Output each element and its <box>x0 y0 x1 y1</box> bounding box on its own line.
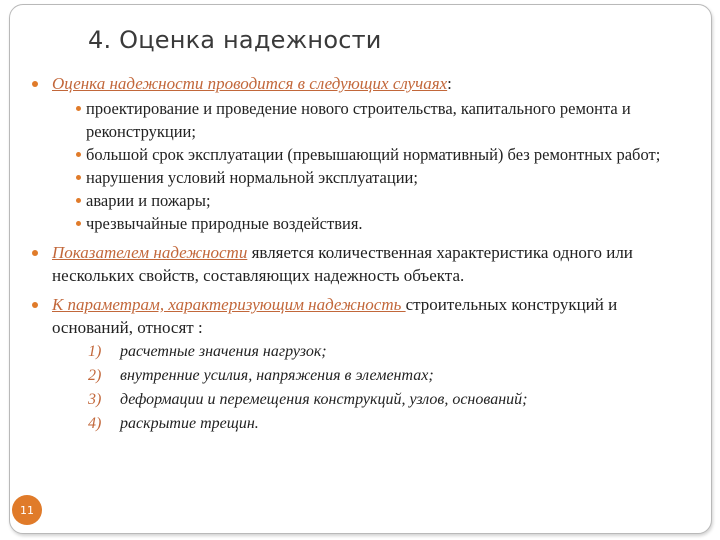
list-item: 3) деформации и перемещения конструкций, узлов, оснований; <box>88 391 528 408</box>
bullet-dot-icon <box>32 302 38 308</box>
bullet-dot-icon <box>76 175 81 180</box>
list-item: проектирование и проведение нового строительства, капитального ремонта и реконструкции; <box>52 97 698 143</box>
page-number-badge: 11 <box>12 495 42 525</box>
numbered-list <box>52 340 698 436</box>
bullet-dot-icon <box>76 152 81 157</box>
bullet-accent: К параметрам, характеризующим надежность <box>52 295 406 314</box>
bullet-indicator <box>30 241 698 287</box>
bullet-dot-icon <box>32 81 38 87</box>
list-item: 4) раскрытие трещин. <box>88 415 259 432</box>
bullet-cases <box>30 72 698 235</box>
list-item: большой срок эксплуатации (превышающий нормативный) без ремонтных работ; <box>52 143 698 166</box>
bullet-dot-icon <box>32 250 38 256</box>
list-item: чрезвычайные природные воздействия. <box>52 212 698 235</box>
slide-title: 4. Оценка надежности <box>88 26 382 54</box>
bullet-dot-icon <box>76 221 81 226</box>
bullet-dot-icon <box>76 198 81 203</box>
slide-content <box>30 72 698 436</box>
list-item: 2) внутренние усилия, напряжения в элементах; <box>88 367 434 384</box>
bullet-text: является количественная характеристика одного или нескольких свойств, составляющих надежность объекта. <box>52 243 633 285</box>
list-item: аварии и пожары; <box>52 189 698 212</box>
bullet-parameters <box>30 293 698 436</box>
sublist-cases <box>52 97 698 235</box>
bullet-text: строительных конструкций и оснований, относят : <box>52 295 618 337</box>
bullet-accent: Оценка надежности проводится в следующих случаях <box>52 74 448 93</box>
list-item: нарушения условий нормальной эксплуатации; <box>52 166 698 189</box>
bullet-text: : <box>447 74 452 93</box>
list-item: 1) расчетные значения нагрузок; <box>88 343 327 360</box>
bullet-dot-icon <box>76 106 81 111</box>
bullet-accent: Показателем надежности <box>52 243 248 262</box>
